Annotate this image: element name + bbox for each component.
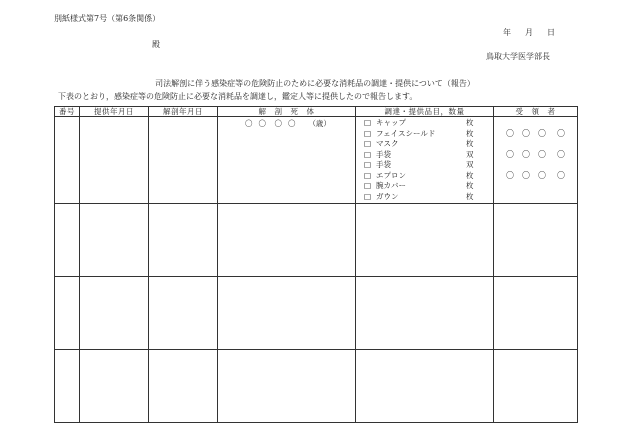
- autopsy-subject-cell[interactable]: [218, 204, 356, 277]
- item-unit: 枚: [466, 118, 474, 127]
- item-unit: 枚: [466, 139, 474, 148]
- list-item: [364, 150, 493, 161]
- col-header-recipient: 受 領 者: [494, 107, 578, 117]
- autopsy-subject-cell[interactable]: [218, 277, 356, 350]
- item-name: ガウン: [376, 191, 399, 201]
- table-row: [55, 350, 578, 423]
- recipient-line: [494, 170, 577, 191]
- checkbox[interactable]: □: [364, 139, 372, 148]
- recipient-circle: 〇: [538, 171, 546, 180]
- autopsy-date-cell[interactable]: [149, 350, 218, 423]
- subject-circle: 〇: [245, 119, 253, 128]
- form-number: 別紙様式第7号（第6条関係）: [54, 14, 161, 23]
- recipient-line: [494, 149, 577, 170]
- item-name: キャップ: [376, 118, 406, 127]
- checkbox[interactable]: □: [364, 191, 372, 201]
- date-month-label: 月: [525, 28, 533, 37]
- list-item: [364, 171, 493, 182]
- number-cell[interactable]: [55, 277, 80, 350]
- table-header-row: [55, 107, 578, 117]
- subject-line: [218, 117, 355, 129]
- checkbox[interactable]: □: [364, 170, 372, 180]
- checkbox[interactable]: □: [364, 160, 372, 169]
- autopsy-subject-cell[interactable]: [218, 350, 356, 423]
- item-unit: 双: [466, 149, 474, 159]
- list-item: [364, 160, 493, 171]
- autopsy-date-cell[interactable]: [149, 117, 218, 204]
- provision-date-cell[interactable]: [80, 277, 149, 350]
- item-name: 腕カバー: [376, 181, 406, 190]
- number-cell[interactable]: [55, 204, 80, 277]
- date-day-label: 日: [547, 28, 555, 37]
- recipient-circle: 〇: [522, 129, 530, 138]
- date-year-label: 年: [503, 28, 511, 37]
- item-unit: 枚: [466, 191, 474, 201]
- recipient-line: [494, 128, 577, 149]
- autopsy-subject-cell[interactable]: [218, 117, 356, 204]
- checkbox[interactable]: □: [364, 118, 372, 127]
- items-cell[interactable]: [356, 277, 494, 350]
- col-header-provision-date: 提供年月日: [80, 107, 149, 117]
- col-header-number: 番号: [55, 107, 80, 117]
- recipient-circle: 〇: [522, 171, 530, 180]
- col-header-autopsy-subject: 解 剖 死 体: [218, 107, 356, 117]
- col-header-items-quantity: 調達・提供品目，数量: [356, 107, 494, 117]
- item-name: 手袋: [376, 160, 391, 169]
- recipient-circle: 〇: [538, 129, 546, 138]
- number-cell[interactable]: [55, 350, 80, 423]
- recipient-circle: 〇: [506, 150, 514, 159]
- addressee-suffix: 殿: [152, 40, 160, 49]
- recipient-circle: 〇: [557, 150, 565, 159]
- item-unit: 枚: [466, 128, 474, 138]
- item-name: 手袋: [376, 149, 391, 159]
- item-unit: 枚: [466, 170, 474, 180]
- autopsy-date-cell[interactable]: [149, 204, 218, 277]
- subject-circle: 〇: [274, 119, 282, 128]
- checkbox[interactable]: □: [364, 181, 372, 190]
- autopsy-date-cell[interactable]: [149, 277, 218, 350]
- issuer-name: 鳥取大学医学部長: [486, 52, 550, 61]
- item-name: フェイスシールド: [376, 128, 436, 138]
- items-cell[interactable]: [356, 204, 494, 277]
- table-row: [55, 204, 578, 277]
- subject-circle: 〇: [258, 119, 267, 128]
- subject-circle: 〇: [287, 119, 296, 128]
- document-title: 司法解剖に伴う感染症等の危険防止のために必要な消耗品の調達・提供について（報告）: [155, 79, 475, 88]
- age-label: （歳）: [308, 119, 331, 128]
- number-cell[interactable]: [55, 117, 80, 204]
- recipient-circle: 〇: [522, 150, 530, 159]
- items-cell: [356, 117, 494, 204]
- table-row: [55, 277, 578, 350]
- checkbox[interactable]: □: [364, 149, 372, 159]
- recipient-circle: 〇: [557, 129, 565, 138]
- recipient-cell[interactable]: [494, 204, 578, 277]
- list-item: [364, 181, 493, 192]
- col-header-autopsy-date: 解剖年月日: [149, 107, 218, 117]
- item-name: マスク: [376, 139, 399, 148]
- date-line: [503, 29, 555, 37]
- checkbox[interactable]: □: [364, 128, 372, 138]
- list-item: [364, 139, 493, 150]
- intro-text: 下表のとおり，感染症等の危険防止に必要な消耗品を調達し，鑑定人等に提供したので報告します。: [58, 92, 418, 101]
- provision-date-cell[interactable]: [80, 204, 149, 277]
- table-row: [55, 117, 578, 204]
- provision-date-cell[interactable]: [80, 117, 149, 204]
- list-item: [364, 118, 493, 129]
- recipient-circle: 〇: [506, 129, 514, 138]
- recipient-circle: 〇: [538, 150, 546, 159]
- list-item: [364, 192, 493, 203]
- item-unit: 枚: [466, 181, 474, 190]
- recipient-cell[interactable]: [494, 117, 578, 204]
- items-list: [356, 117, 493, 202]
- recipient-lines: [494, 117, 577, 191]
- item-name: エプロン: [376, 170, 406, 180]
- recipient-cell[interactable]: [494, 277, 578, 350]
- item-unit: 双: [466, 160, 474, 169]
- records-table: [54, 106, 578, 423]
- provision-date-cell[interactable]: [80, 350, 149, 423]
- recipient-cell[interactable]: [494, 350, 578, 423]
- recipient-circle: 〇: [506, 171, 514, 180]
- recipient-circle: 〇: [557, 171, 565, 180]
- list-item: [364, 129, 493, 140]
- items-cell[interactable]: [356, 350, 494, 423]
